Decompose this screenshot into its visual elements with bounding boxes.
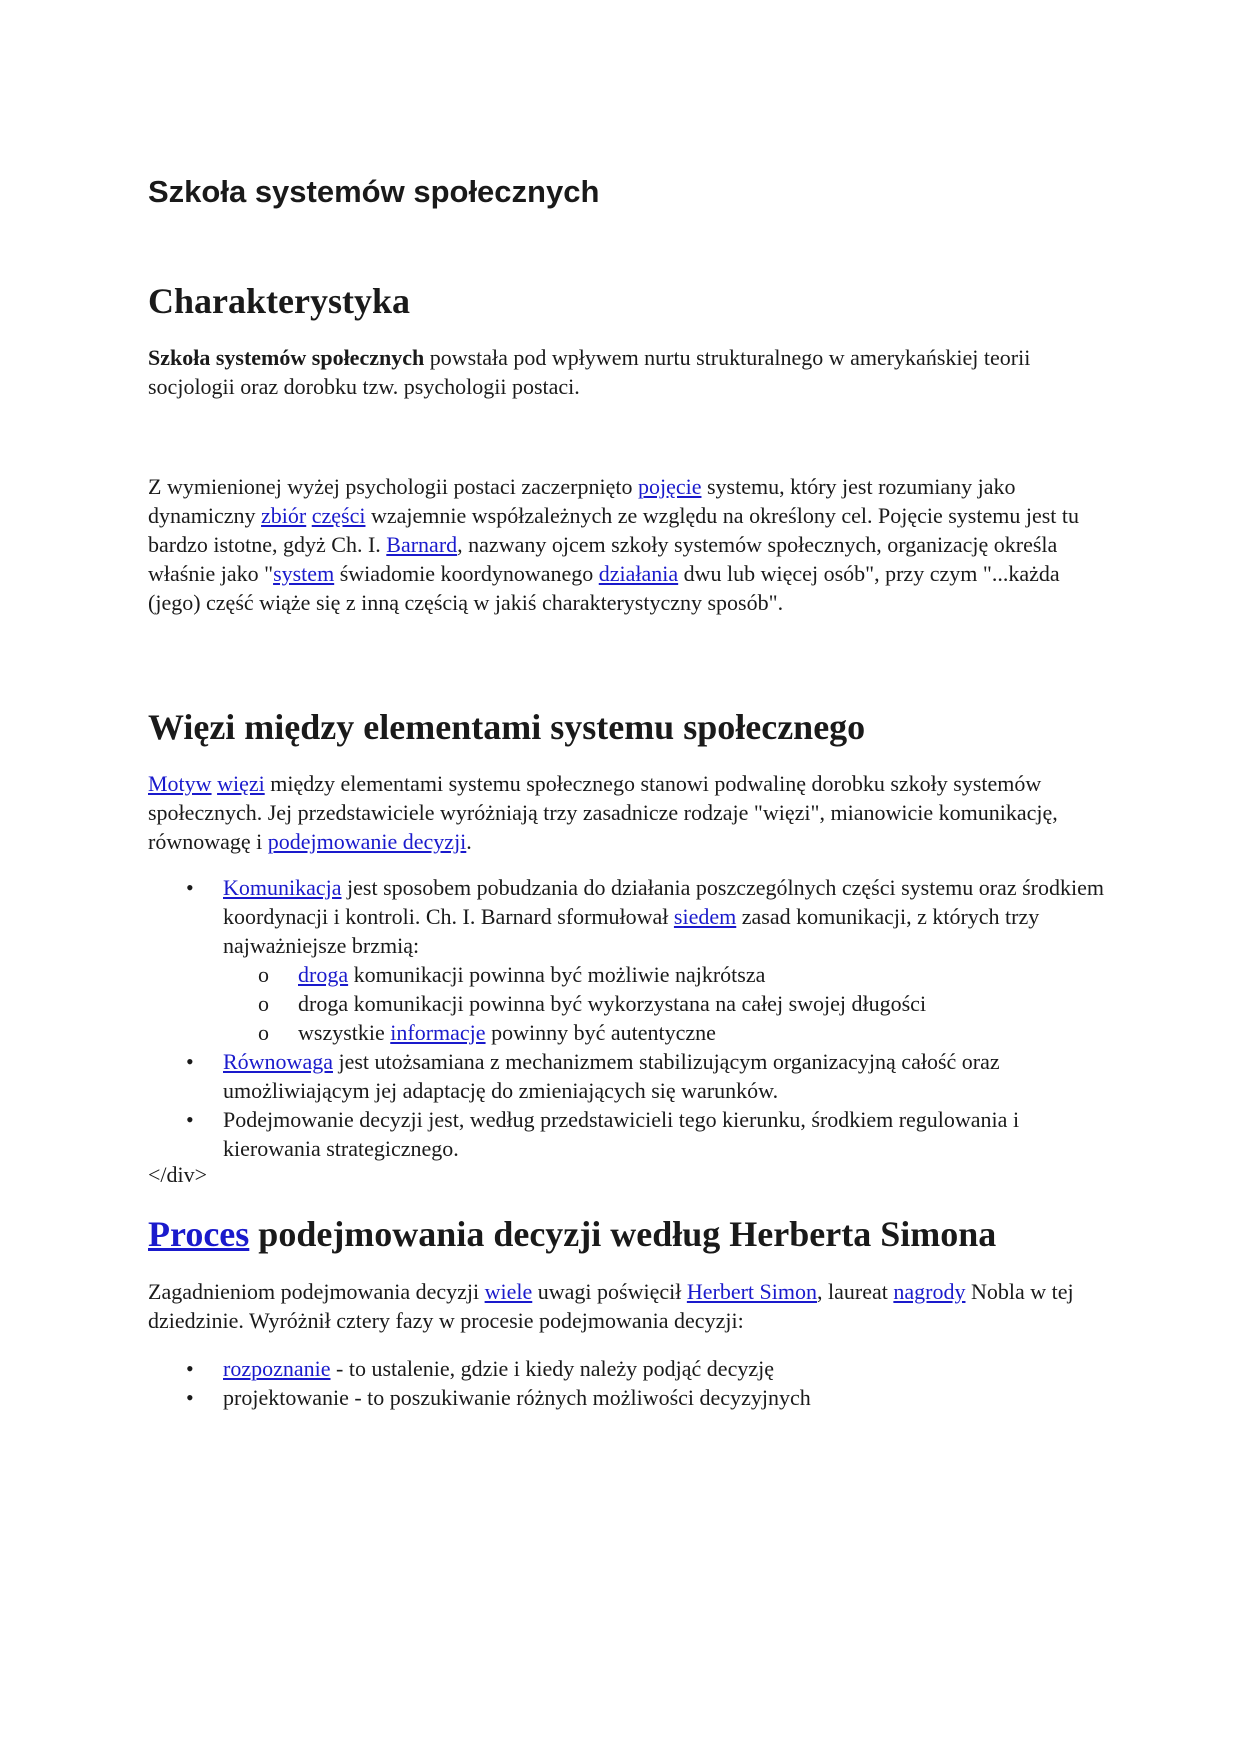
- link-motyw[interactable]: Motyw: [148, 771, 212, 796]
- intro-paragraph: Szkoła systemów społecznych powstała pod wpływem nurtu strukturalnego w amerykańskiej teorii socjologii oraz dorobku tzw. psychologii postaci.: [148, 345, 1031, 399]
- link-komunikacja[interactable]: Komunikacja: [223, 875, 342, 900]
- list-item: • Równowaga jest utożsamiana z mechanizmem stabilizującym organizacyjną całość oraz umożliwiającym jej adaptację do zmieniających się warunków.: [148, 1047, 1108, 1105]
- link-podejmowanie-decyzji[interactable]: podejmowanie decyzji: [267, 829, 467, 854]
- phases-bullet-list: [148, 1354, 1108, 1412]
- document-title: Szkoła systemów społecznych: [148, 174, 600, 209]
- wiezi-bullet-list: [148, 873, 1108, 1163]
- list-item: o droga komunikacji powinna być możliwie najkrótsza: [148, 960, 1108, 989]
- link-czesci[interactable]: części: [311, 503, 366, 528]
- heading-wiezi: Więzi między elementami systemu społecznego: [148, 707, 866, 747]
- stray-div-text: </div>: [148, 1162, 208, 1187]
- bold-term: Szkoła systemów społecznych: [148, 345, 425, 370]
- list-item: • projektowanie - to poszukiwanie różnych możliwości decyzyjnych: [148, 1383, 1108, 1412]
- link-siedem[interactable]: siedem: [673, 904, 737, 929]
- list-item: • Komunikacja jest sposobem pobudzania do działania poszczególnych części systemu oraz środkiem koordynacji i kontroli. Ch. I. Barnard sformułował siedem zasad komunikacji, z których trzy najważniejsze brzmią: o droga komunikacji powinna być możliwie najkrótsza o droga komunikacji powinna być wykorzystana na całej swojej długości o wszystkie informacje powinny być autentyczne: [148, 873, 1108, 1047]
- link-rownowaga[interactable]: Równowaga: [223, 1049, 333, 1074]
- link-zbior[interactable]: zbiór: [261, 503, 307, 528]
- link-herbert-simon[interactable]: Herbert Simon: [686, 1279, 818, 1304]
- link-system[interactable]: system: [273, 561, 335, 586]
- link-wiezi[interactable]: więzi: [217, 771, 265, 796]
- link-pojecie[interactable]: pojęcie: [637, 474, 702, 499]
- list-item: • Podejmowanie decyzji jest, według przedstawicieli tego kierunku, środkiem regulowania i kierowania strategicznego.: [148, 1105, 1108, 1163]
- list-item: o wszystkie informacje powinny być autentyczne: [148, 1018, 1108, 1047]
- system-paragraph: Z wymienionej wyżej psychologii postaci zaczerpnięto pojęcie systemu, który jest rozumiany jako dynamiczny zbiór części wzajemnie współzależnych ze względu na określony cel. Pojęcie systemu jest tu bardzo istotne, gdyż Ch. I. Barnard, nazwany ojcem szkoły systemów społecznych, organizację określa właśnie jako "system świadomie koordynowanego działania dwu lub więcej osób", przy czym "...każda (jego) część wiąże się z inną częścią w jakiś charakterystyczny sposób".: [148, 474, 1080, 615]
- simon-paragraph: Zagadnieniom podejmowania decyzji wiele uwagi poświęcił Herbert Simon, laureat nagrody Nobla w tej dziedzinie. Wyróżnił cztery fazy w procesie podejmowania decyzji:: [148, 1279, 1074, 1333]
- heading-proces: Proces podejmowania decyzji według Herberta Simona: [148, 1214, 997, 1254]
- link-dzialania[interactable]: działania: [598, 561, 679, 586]
- link-nagrody[interactable]: nagrody: [893, 1279, 966, 1304]
- link-proces[interactable]: Proces: [148, 1214, 250, 1254]
- wiezi-paragraph: Motyw więzi między elementami systemu społecznego stanowi podwalinę dorobku szkoły systemów społecznych. Jej przedstawiciele wyróżniają trzy zasadnicze rodzaje "więzi", mianowicie komunikację, równowagę i podejmowanie decyzji.: [148, 771, 1058, 854]
- link-wiele[interactable]: wiele: [484, 1279, 533, 1304]
- heading-charakterystyka: Charakterystyka: [148, 281, 410, 321]
- list-item: o droga komunikacji powinna być wykorzystana na całej swojej długości: [148, 989, 1108, 1018]
- link-barnard[interactable]: Barnard: [386, 532, 458, 557]
- link-informacje[interactable]: informacje: [390, 1020, 486, 1045]
- communication-rules-list: [223, 960, 1108, 1047]
- link-rozpoznanie[interactable]: rozpoznanie: [223, 1356, 331, 1381]
- link-droga[interactable]: droga: [298, 962, 349, 987]
- list-item: • rozpoznanie - to ustalenie, gdzie i kiedy należy podjąć decyzję: [148, 1354, 1108, 1383]
